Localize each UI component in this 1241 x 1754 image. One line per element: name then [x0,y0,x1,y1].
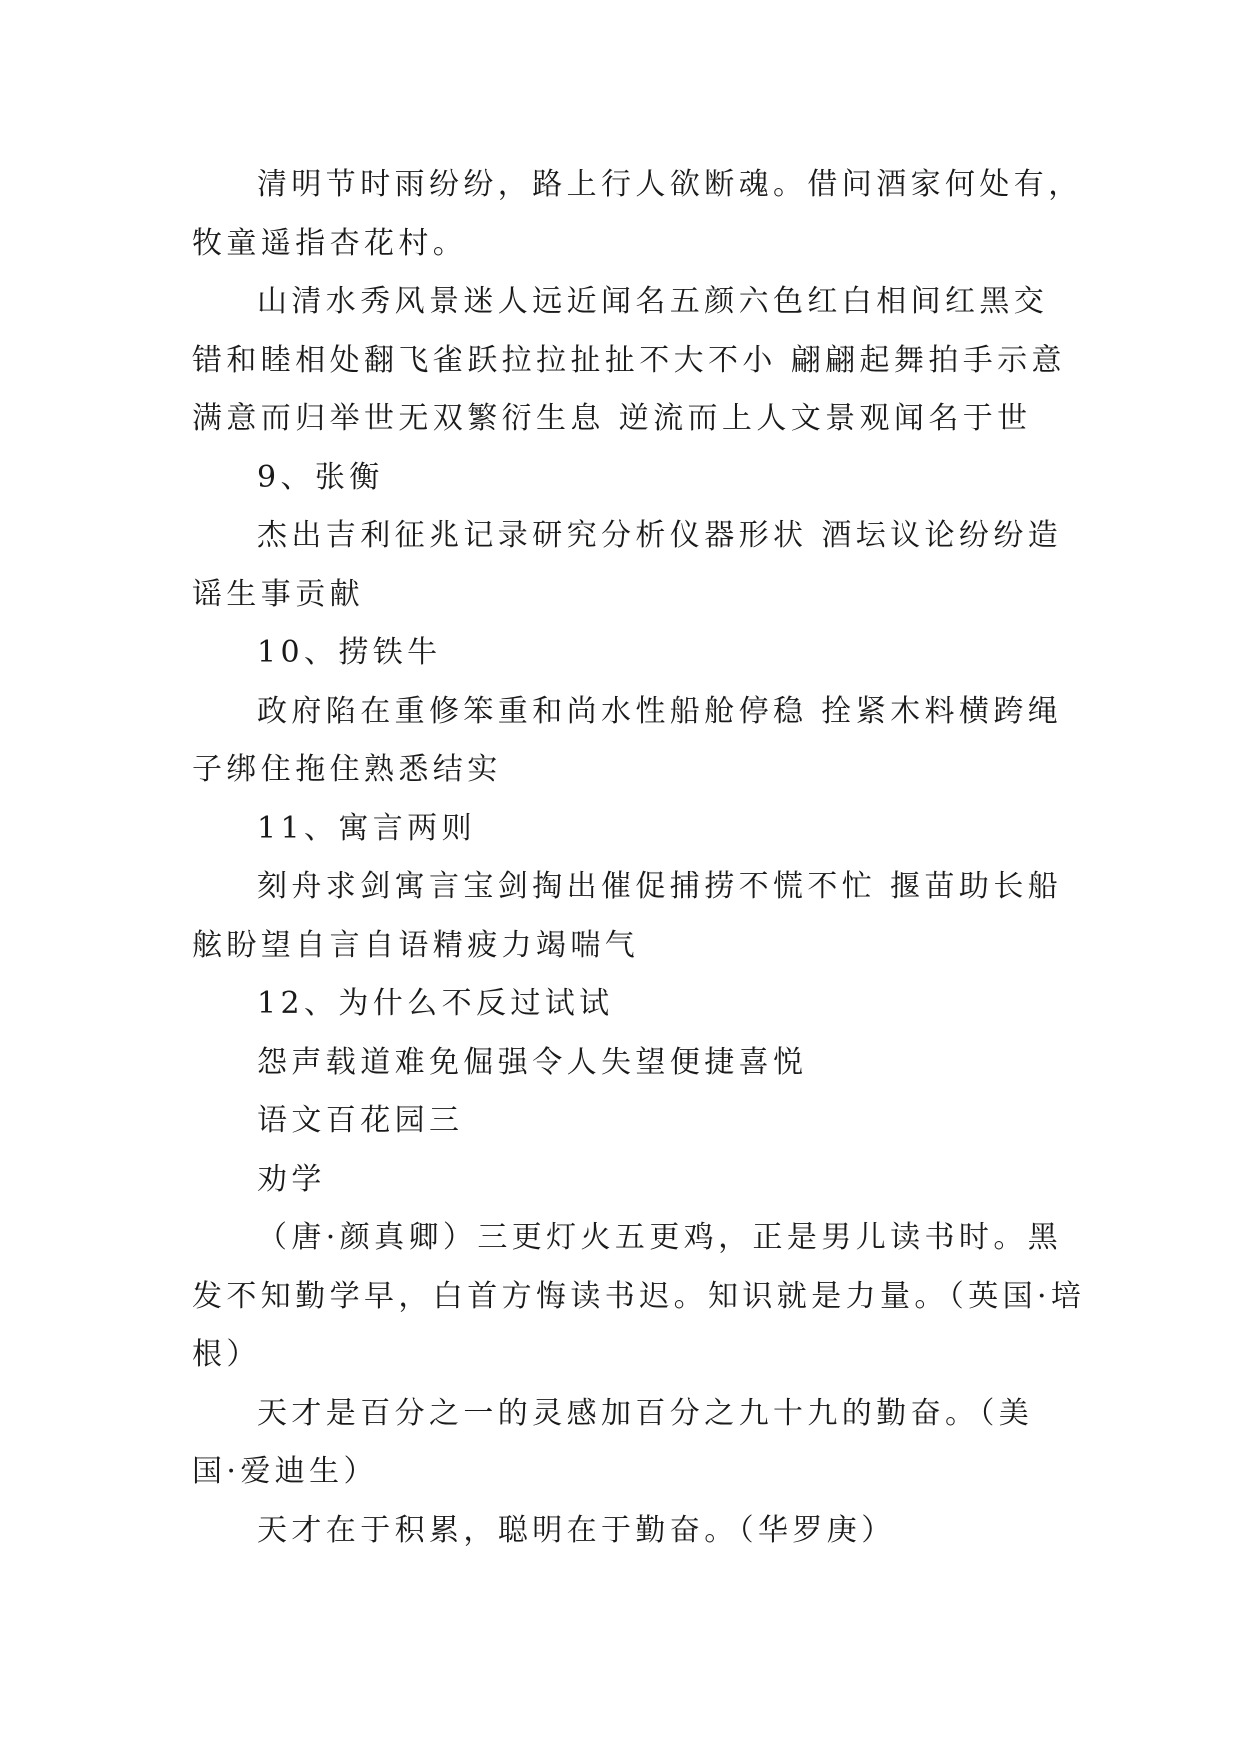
text-line: 天才在于积累，聪明在于勤奋。（华罗庚） [257,1512,896,1548]
text-line: 错和睦相处翻飞雀跃拉拉扯扯不大不小 翩翩起舞拍手示意 [192,342,1066,378]
text-line: 满意而归举世无双繁衍生息 逆流而上人文景观闻名于世 [192,401,1032,436]
section-heading: 10、捞铁牛 [257,635,442,670]
poem-title: 劝学 [257,1161,326,1197]
document-body [192,156,1086,1560]
section-heading: 语文百花园三 [257,1103,464,1138]
text-line: 刻舟求剑寓言宝剑掏出催促捕捞不慌不忙 揠苗助长船 [257,869,1063,904]
text-line: 根） [192,1337,261,1372]
section-heading: 11、寓言两则 [257,810,476,846]
text-line: 怨声载道难免倔强令人失望便捷喜悦 [257,1044,808,1080]
text-line: 山清水秀风景迷人远近闻名五颜六色红白相间红黑交 [257,284,1049,319]
text-line: （唐·颜真卿）三更灯火五更鸡，正是男儿读书时。黑 [257,1220,1063,1255]
section-heading: 9、张衡 [257,459,384,495]
text-line: 牧童遥指杏花村。 [192,225,468,261]
text-line: 杰出吉利征兆记录研究分析仪器形状 酒坛议论纷纷造 [257,518,1063,553]
text-line: 子绑住拖住熟悉结实 [192,752,502,787]
section-heading: 12、为什么不反过试试 [257,986,614,1021]
text-line: 舷盼望自言自语精疲力竭喘气 [192,927,640,963]
text-line: 谣生事贡献 [192,576,364,612]
text-line: 天才是百分之一的灵感加百分之九十九的勤奋。（美 [257,1395,1034,1431]
text-line: 政府陷在重修笨重和尚水性船舱停稳 拴紧木料横跨绳 [257,693,1063,729]
text-line: 清明节时雨纷纷，路上行人欲断魂。借问酒家何处有， [257,167,1083,202]
text-line: 国·爱迪生） [192,1454,378,1489]
text-line: 发不知勤学早，白首方悔读书迟。知识就是力量。（英国·培 [192,1278,1086,1314]
